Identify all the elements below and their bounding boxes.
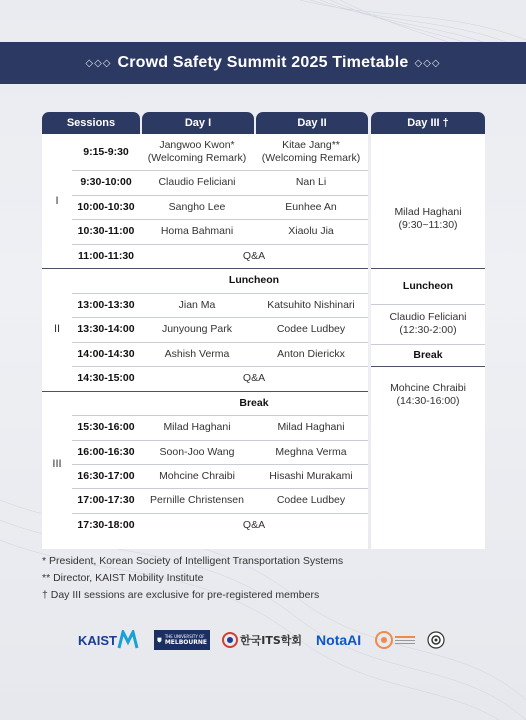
- nota-ai-logo: NotaAI: [316, 632, 362, 648]
- session-label: III: [52, 458, 62, 470]
- footnote-3: † Day III sessions are exclusive for pre-registered members: [42, 589, 320, 601]
- time-slot: 13:00-13:30: [77, 298, 135, 311]
- day2-speaker: Eunhee An: [285, 200, 337, 213]
- time-slot: 15:30-16:00: [77, 421, 135, 433]
- title-decoration-left: ◇◇◇: [85, 57, 112, 69]
- time-slot: 14:30-15:00: [77, 372, 135, 384]
- time-slot: 17:00-17:30: [77, 494, 135, 506]
- session-label: I: [55, 194, 59, 207]
- kaist-logo: KAIST: [78, 630, 142, 650]
- day3-milad-session: Milad Haghani (9:30~11:30): [394, 206, 462, 231]
- footnote-2: ** Director, KAIST Mobility Institute: [42, 572, 204, 584]
- circular-emblem-logo: [427, 631, 445, 649]
- day1-speaker: Jangwoo Kwon* (Welcoming Remark): [147, 139, 247, 164]
- day2-speaker: Nan Li: [295, 176, 327, 188]
- day3-luncheon: Luncheon: [402, 279, 454, 292]
- time-slot: 9:15-9:30: [83, 145, 129, 158]
- time-slot: 16:30-17:00: [77, 469, 135, 482]
- day1-speaker: Homa Bahmani: [160, 225, 234, 237]
- header-day2: Day II: [256, 112, 368, 134]
- time-slot: 9:30-10:00: [80, 176, 132, 188]
- day1-speaker: Sangho Lee: [168, 200, 226, 213]
- time-slot: 11:00-11:30: [77, 249, 135, 262]
- day3-mohcine-session: Mohcine Chraibi (14:30-16:00): [390, 382, 466, 407]
- day2-speaker: Meghna Verma: [275, 445, 347, 458]
- header-sessions: Sessions: [42, 112, 140, 134]
- sponsor-logos: [78, 627, 448, 653]
- time-slot: 14:00-14:30: [77, 347, 135, 360]
- session-label: II: [53, 323, 61, 335]
- time-slot: 17:30-18:00: [77, 519, 135, 531]
- day2-speaker: Milad Haghani: [277, 421, 345, 433]
- day3-break: Break: [413, 348, 443, 361]
- day1-day2-panel: [42, 134, 368, 549]
- kits-logo: 한국ITS학회: [222, 632, 302, 648]
- qa-cell: Q&A: [242, 372, 266, 384]
- section-label: Luncheon: [228, 274, 280, 286]
- orange-circle-logo: [375, 631, 415, 649]
- day1-speaker: Claudio Feliciani: [158, 176, 236, 188]
- day3-divider: [371, 366, 485, 367]
- page-title: Crowd Safety Summit 2025 Timetable: [117, 54, 409, 71]
- day1-speaker: Pernille Christensen: [150, 494, 244, 506]
- day1-speaker: Jian Ma: [178, 298, 216, 311]
- day2-speaker: Hisashi Murakami: [269, 469, 353, 482]
- melbourne-logo: THE UNIVERSITY OF MELBOURNE: [154, 630, 210, 650]
- qa-cell: Q&A: [242, 249, 266, 262]
- footnotes: [42, 553, 343, 604]
- time-slot: 10:00-10:30: [77, 200, 135, 213]
- day2-speaker: Anton Dierickx: [277, 347, 345, 360]
- day1-speaker: Milad Haghani: [163, 421, 231, 433]
- qa-cell: Q&A: [242, 519, 266, 531]
- day3-claudio-session: Claudio Feliciani (12:30-2:00): [389, 311, 467, 336]
- day2-speaker: Xiaolu Jia: [288, 225, 334, 237]
- day1-speaker: Junyoung Park: [161, 323, 233, 335]
- time-slot: 10:30-11:00: [77, 225, 135, 237]
- day2-speaker: Codee Ludbey: [276, 323, 346, 335]
- day2-speaker: Codee Ludbey: [276, 494, 346, 506]
- title-banner: [0, 42, 526, 84]
- footnote-1: * President, Korean Society of Intelligent Transportation Systems: [42, 555, 344, 567]
- time-slot: 16:00-16:30: [77, 445, 135, 458]
- day1-speaker: Mohcine Chraibi: [159, 469, 235, 482]
- day2-speaker: Kitae Jang** (Welcoming Remark): [261, 139, 361, 164]
- header-day1: Day I: [142, 112, 254, 134]
- day1-speaker: Soon-Joo Wang: [159, 445, 235, 458]
- day1-speaker: Ashish Verma: [164, 347, 230, 360]
- title-decoration-right: ◇◇◇: [414, 57, 441, 69]
- section-label: Break: [239, 396, 269, 409]
- time-slot: 13:30-14:00: [77, 323, 135, 335]
- header-day3: Day III †: [371, 112, 485, 134]
- day3-panel: [371, 134, 485, 549]
- day2-speaker: Katsuhito Nishinari: [267, 298, 355, 311]
